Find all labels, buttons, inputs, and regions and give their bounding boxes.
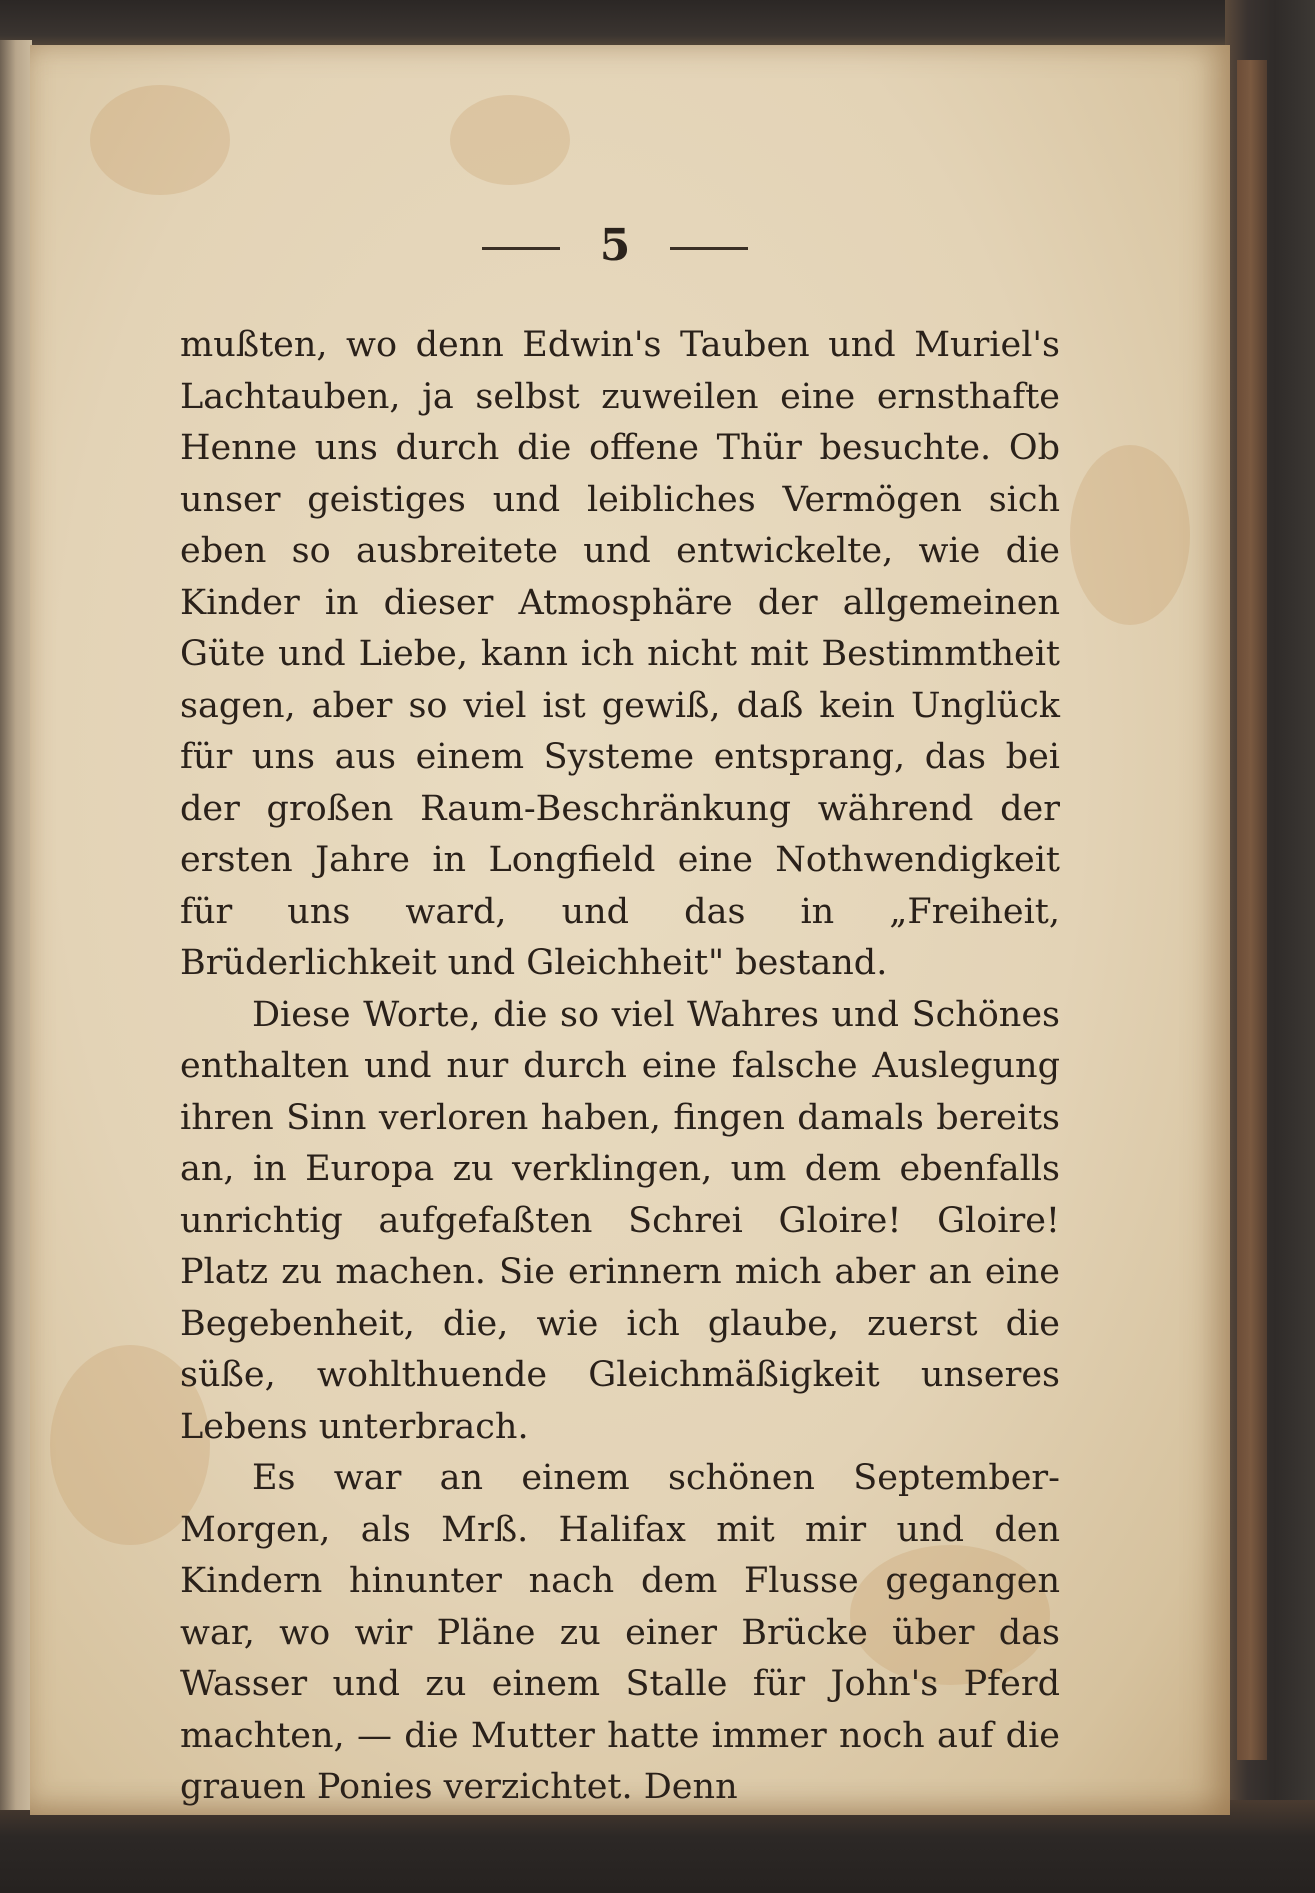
paragraph: Diese Worte, die so viel Wahres und Schönes enthalten und nur durch eine falsche Auslegung ihren Sinn verloren haben, fingen damals bereits an, in Europa zu verklingen, um dem ebenfalls unrichtig aufgefaßten Schrei Gloire! Gloire! Platz zu machen. Sie erinnern mich aber an eine Begebenheit, die, wie ich glaube, zuerst die süße, wohlthuende Gleichmäßigkeit unseres Lebens unterbrach. bbox=[180, 994, 1060, 1447]
book-page bbox=[30, 45, 1230, 1815]
left-page-edge bbox=[0, 40, 32, 1810]
paragraph: Es war an einem schönen September-Morgen, als Mrß. Halifax mit mir und den Kindern hinunter nach dem Flusse gegangen war, wo wir Pläne zu einer Brücke über das Wasser und zu einem Stalle für John's Pferd machten, — die Mutter hatte immer noch auf die grauen Ponies verzichtet. Denn bbox=[180, 1458, 1060, 1807]
header-dash-left bbox=[482, 247, 560, 250]
book-cover-top bbox=[0, 0, 1315, 50]
page-number: 5 bbox=[599, 220, 631, 271]
header-dash-right bbox=[670, 247, 748, 250]
page-header bbox=[30, 220, 1200, 271]
foxing-stain bbox=[90, 85, 230, 195]
foxing-stain bbox=[1070, 445, 1190, 625]
body-text bbox=[180, 320, 1060, 1814]
page-edge-strip bbox=[1237, 60, 1267, 1760]
paragraph: mußten, wo denn Edwin's Tauben und Muriel's Lachtauben, ja selbst zuweilen eine ernsthafte Henne uns durch die offene Thür besuchte. Ob unser geistiges und leibliches Vermögen sich eben so ausbreitete und entwickelte, wie die Kinder in dieser Atmosphäre der allgemeinen Güte und Liebe, kann ich nicht mit Bestimmtheit sagen, aber so viel ist gewiß, daß kein Unglück für uns aus einem Systeme entsprang, das bei der großen Raum-Beschränkung während der ersten Jahre in Longfield eine Nothwendigkeit für uns ward, und das in „Freiheit, Brüderlichkeit und Gleichheit" bestand. bbox=[180, 325, 1060, 983]
foxing-stain bbox=[450, 95, 570, 185]
book-cover-right bbox=[1225, 0, 1315, 1893]
